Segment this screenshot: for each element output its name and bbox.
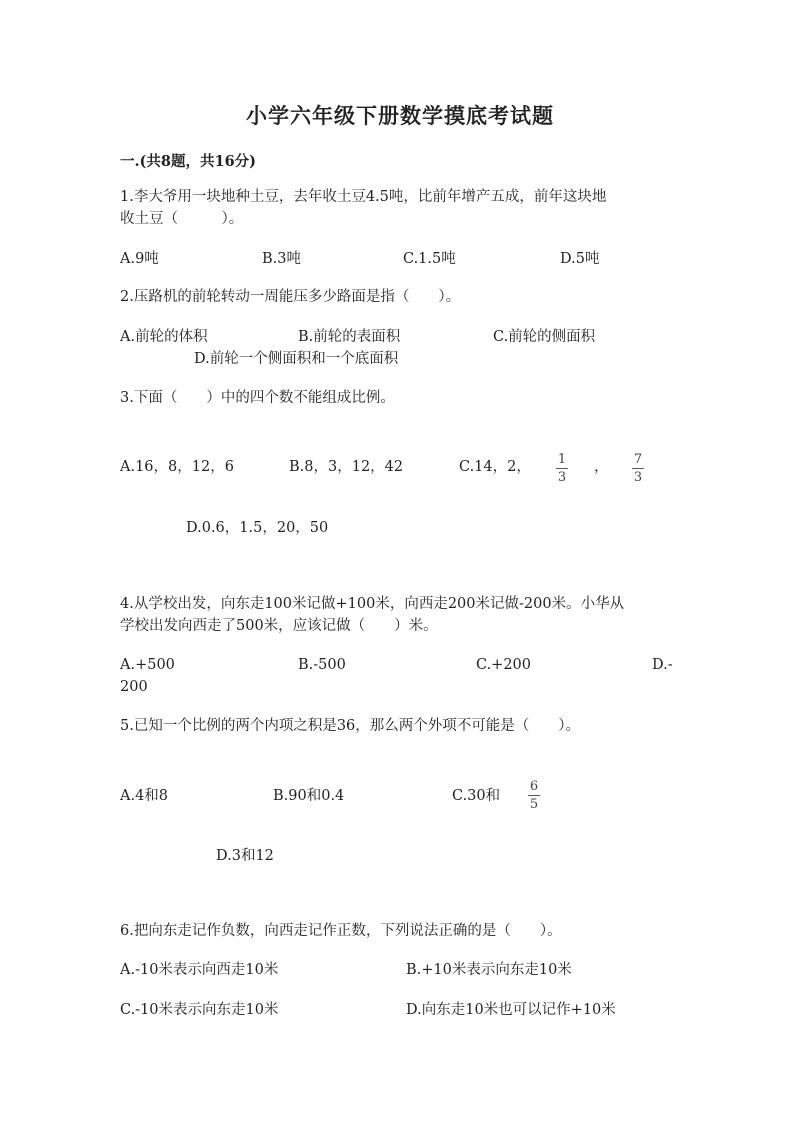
question-3-option-d: D.0.6，1.5，20，50 <box>186 520 329 536</box>
question-4-option-d-continued: 200 <box>120 679 148 695</box>
question-5-option-b: B.90和0.4 <box>273 788 345 804</box>
question-3-option-c: C.14，2， <box>459 459 531 475</box>
question-1-option-c: C.1.5吨 <box>403 251 456 267</box>
question-1-line-1: 1.李大爷用一块地种土豆，去年收土豆4.5吨，比前年增产五成，前年这块地 <box>120 189 607 205</box>
fraction-denominator: 3 <box>557 470 567 485</box>
fraction-bar <box>528 795 540 796</box>
question-1-option-d: D.5吨 <box>560 251 600 267</box>
fraction-bar <box>632 468 644 469</box>
question-4-option-a: A.+500 <box>120 657 175 673</box>
question-4-option-b: B.-500 <box>298 657 346 673</box>
question-6-option-a: A.-10米表示向西走10米 <box>120 962 279 978</box>
question-3-separator: ， <box>594 459 609 475</box>
fraction-numerator: 1 <box>557 452 567 467</box>
question-1-option-a: A.9吨 <box>120 251 159 267</box>
question-5-option-d: D.3和12 <box>216 848 274 864</box>
section-heading: 一.(共8题，共16分) <box>120 153 257 170</box>
question-6-option-d: D.向东走10米也可以记作+10米 <box>406 1002 616 1018</box>
question-3-option-b: B.8，3，12，42 <box>289 459 404 475</box>
fraction-numerator: 7 <box>633 452 643 467</box>
question-6-option-b: B.+10米表示向东走10米 <box>406 962 572 978</box>
question-4-line-2: 学校出发向西走了500米，应该记做（ ）米。 <box>120 618 438 634</box>
fraction-denominator: 3 <box>633 470 643 485</box>
question-6-option-c: C.-10米表示向东走10米 <box>120 1002 279 1018</box>
question-5-fraction <box>528 779 540 812</box>
question-5-text: 5.已知一个比例的两个内项之积是36，那么两个外项不可能是（ ）。 <box>120 718 581 734</box>
question-1-option-b: B.3吨 <box>262 251 301 267</box>
question-5-option-a: A.4和8 <box>120 788 169 804</box>
question-4-line-1: 4.从学校出发，向东走100米记做+100米，向西走200米记做-200米。小华从 <box>120 596 625 612</box>
question-1-line-2: 收土豆（ ）。 <box>120 211 244 227</box>
fraction-denominator: 5 <box>529 797 539 812</box>
question-4-option-c: C.+200 <box>476 657 532 673</box>
question-2-option-d: D.前轮一个侧面积和一个底面积 <box>194 351 399 367</box>
question-2-option-c: C.前轮的侧面积 <box>493 329 596 345</box>
question-2-text: 2.压路机的前轮转动一周能压多少路面是指（ ）。 <box>120 289 461 305</box>
question-6-text: 6.把向东走记作负数，向西走记作正数，下列说法正确的是（ ）。 <box>120 923 562 939</box>
question-2-option-a: A.前轮的体积 <box>120 329 208 345</box>
page-title: 小学六年级下册数学摸底考试题 <box>246 103 554 128</box>
question-3-fraction-1 <box>556 452 568 485</box>
question-2-option-b: B.前轮的表面积 <box>298 329 401 345</box>
question-4-option-d: D.- <box>652 657 673 673</box>
question-3-fraction-2 <box>632 452 644 485</box>
fraction-numerator: 6 <box>529 779 539 794</box>
fraction-bar <box>556 468 568 469</box>
question-5-option-c: C.30和 <box>452 788 501 804</box>
question-3-text: 3.下面（ ）中的四个数不能组成比例。 <box>120 390 395 406</box>
question-3-option-a: A.16，8，12，6 <box>120 459 234 475</box>
